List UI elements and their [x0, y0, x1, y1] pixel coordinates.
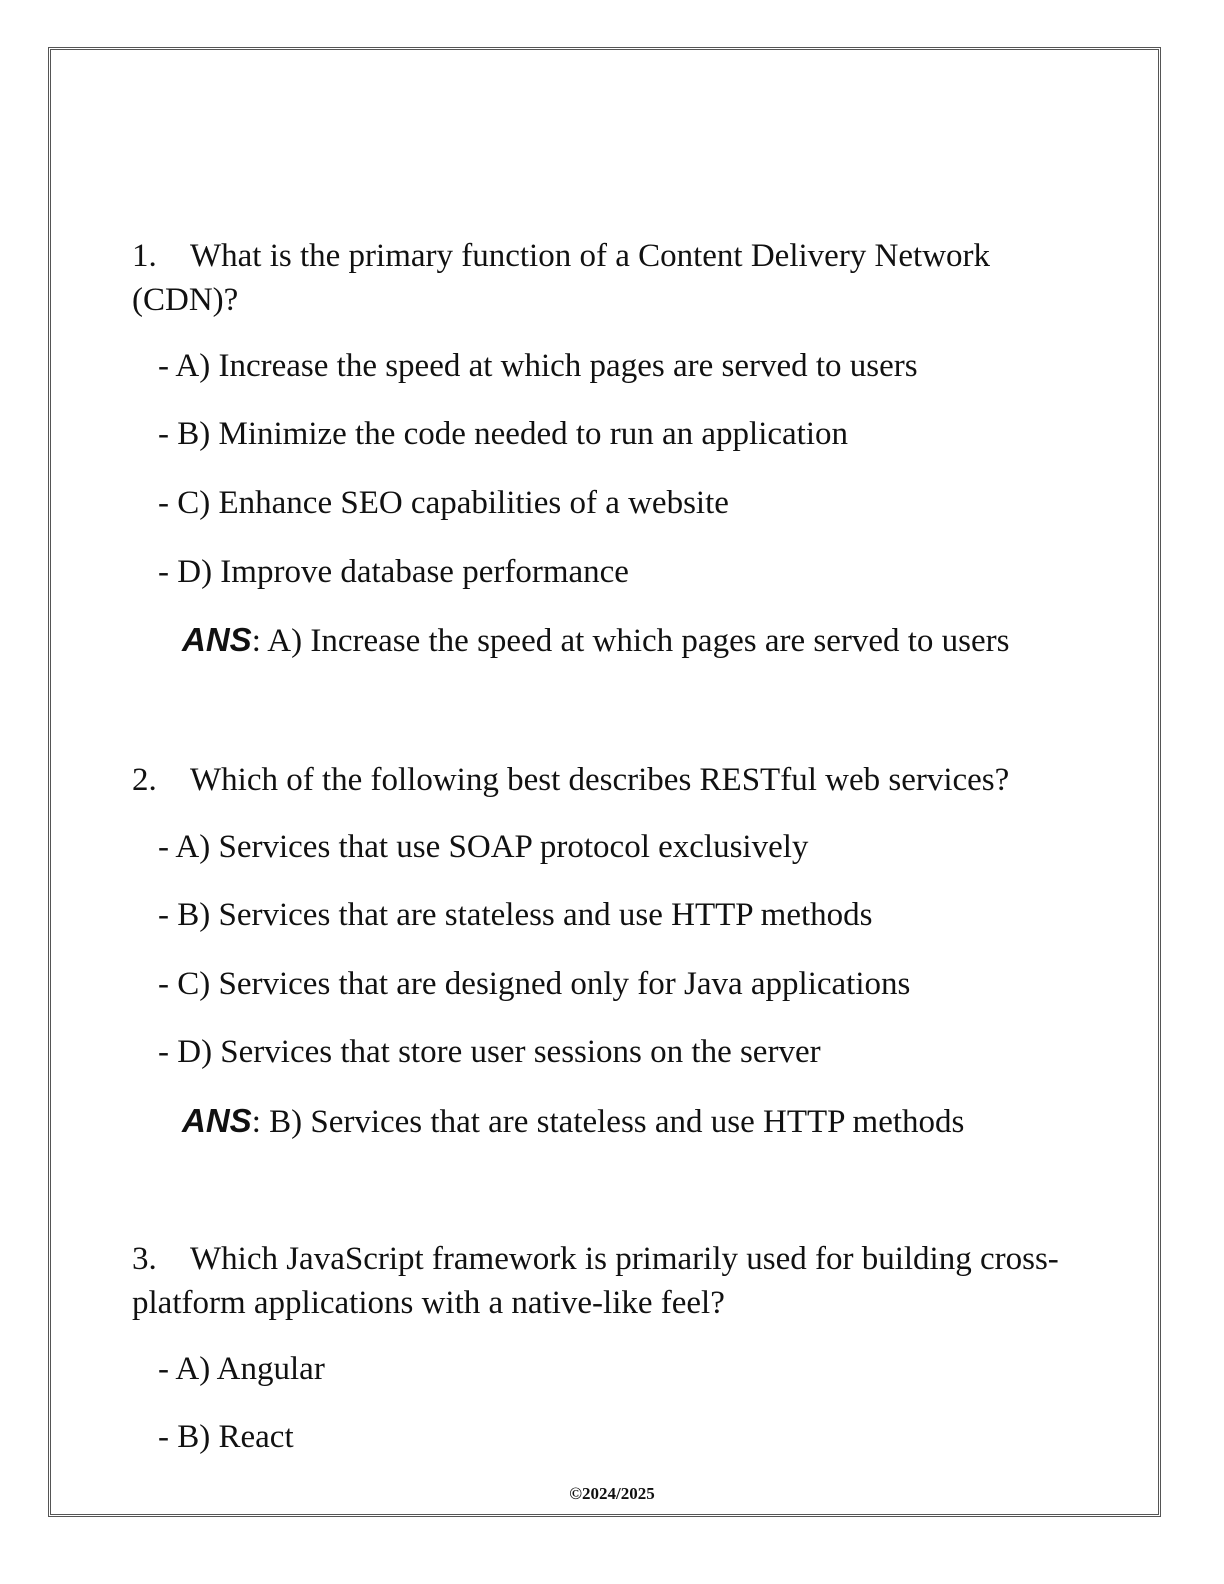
question-number: 2. — [132, 762, 157, 798]
answer-label: ANS — [182, 1102, 252, 1139]
question-3 — [132, 1237, 1072, 1325]
option-b: - B) Services that are stateless and use HTTP methods — [158, 897, 873, 933]
option-b: - B) React — [158, 1419, 294, 1455]
option-d: - D) Services that store user sessions on the server — [158, 1034, 821, 1070]
question-text: Which of the following best describes RESTful web services? — [190, 762, 1010, 798]
question-number: 1. — [132, 238, 157, 274]
answer-text: : A) Increase the speed at which pages are served to users — [251, 623, 1010, 659]
answer-line — [182, 620, 1009, 661]
option-c: - C) Services that are designed only for Java applications — [158, 966, 911, 1002]
question-number: 3. — [132, 1241, 157, 1277]
copyright-footer: ©2024/2025 — [569, 1484, 655, 1503]
option-d: - D) Improve database performance — [158, 554, 629, 590]
question-text: What is the primary function of a Content Delivery Network (CDN)? — [132, 238, 991, 318]
option-b: - B) Minimize the code needed to run an application — [158, 416, 849, 452]
question-2 — [132, 758, 1072, 802]
question-text: Which JavaScript framework is primarily used for building cross-platform applications with a native-like feel? — [132, 1241, 1059, 1321]
option-a: - A) Services that use SOAP protocol exclusively — [158, 829, 809, 865]
answer-text: : B) Services that are stateless and use HTTP methods — [251, 1104, 965, 1140]
question-1 — [132, 234, 1072, 322]
answer-line — [182, 1101, 964, 1142]
option-a: - A) Angular — [158, 1351, 325, 1387]
answer-label: ANS — [182, 621, 252, 658]
option-a: - A) Increase the speed at which pages are served to users — [158, 348, 918, 384]
option-c: - C) Enhance SEO capabilities of a website — [158, 485, 729, 521]
